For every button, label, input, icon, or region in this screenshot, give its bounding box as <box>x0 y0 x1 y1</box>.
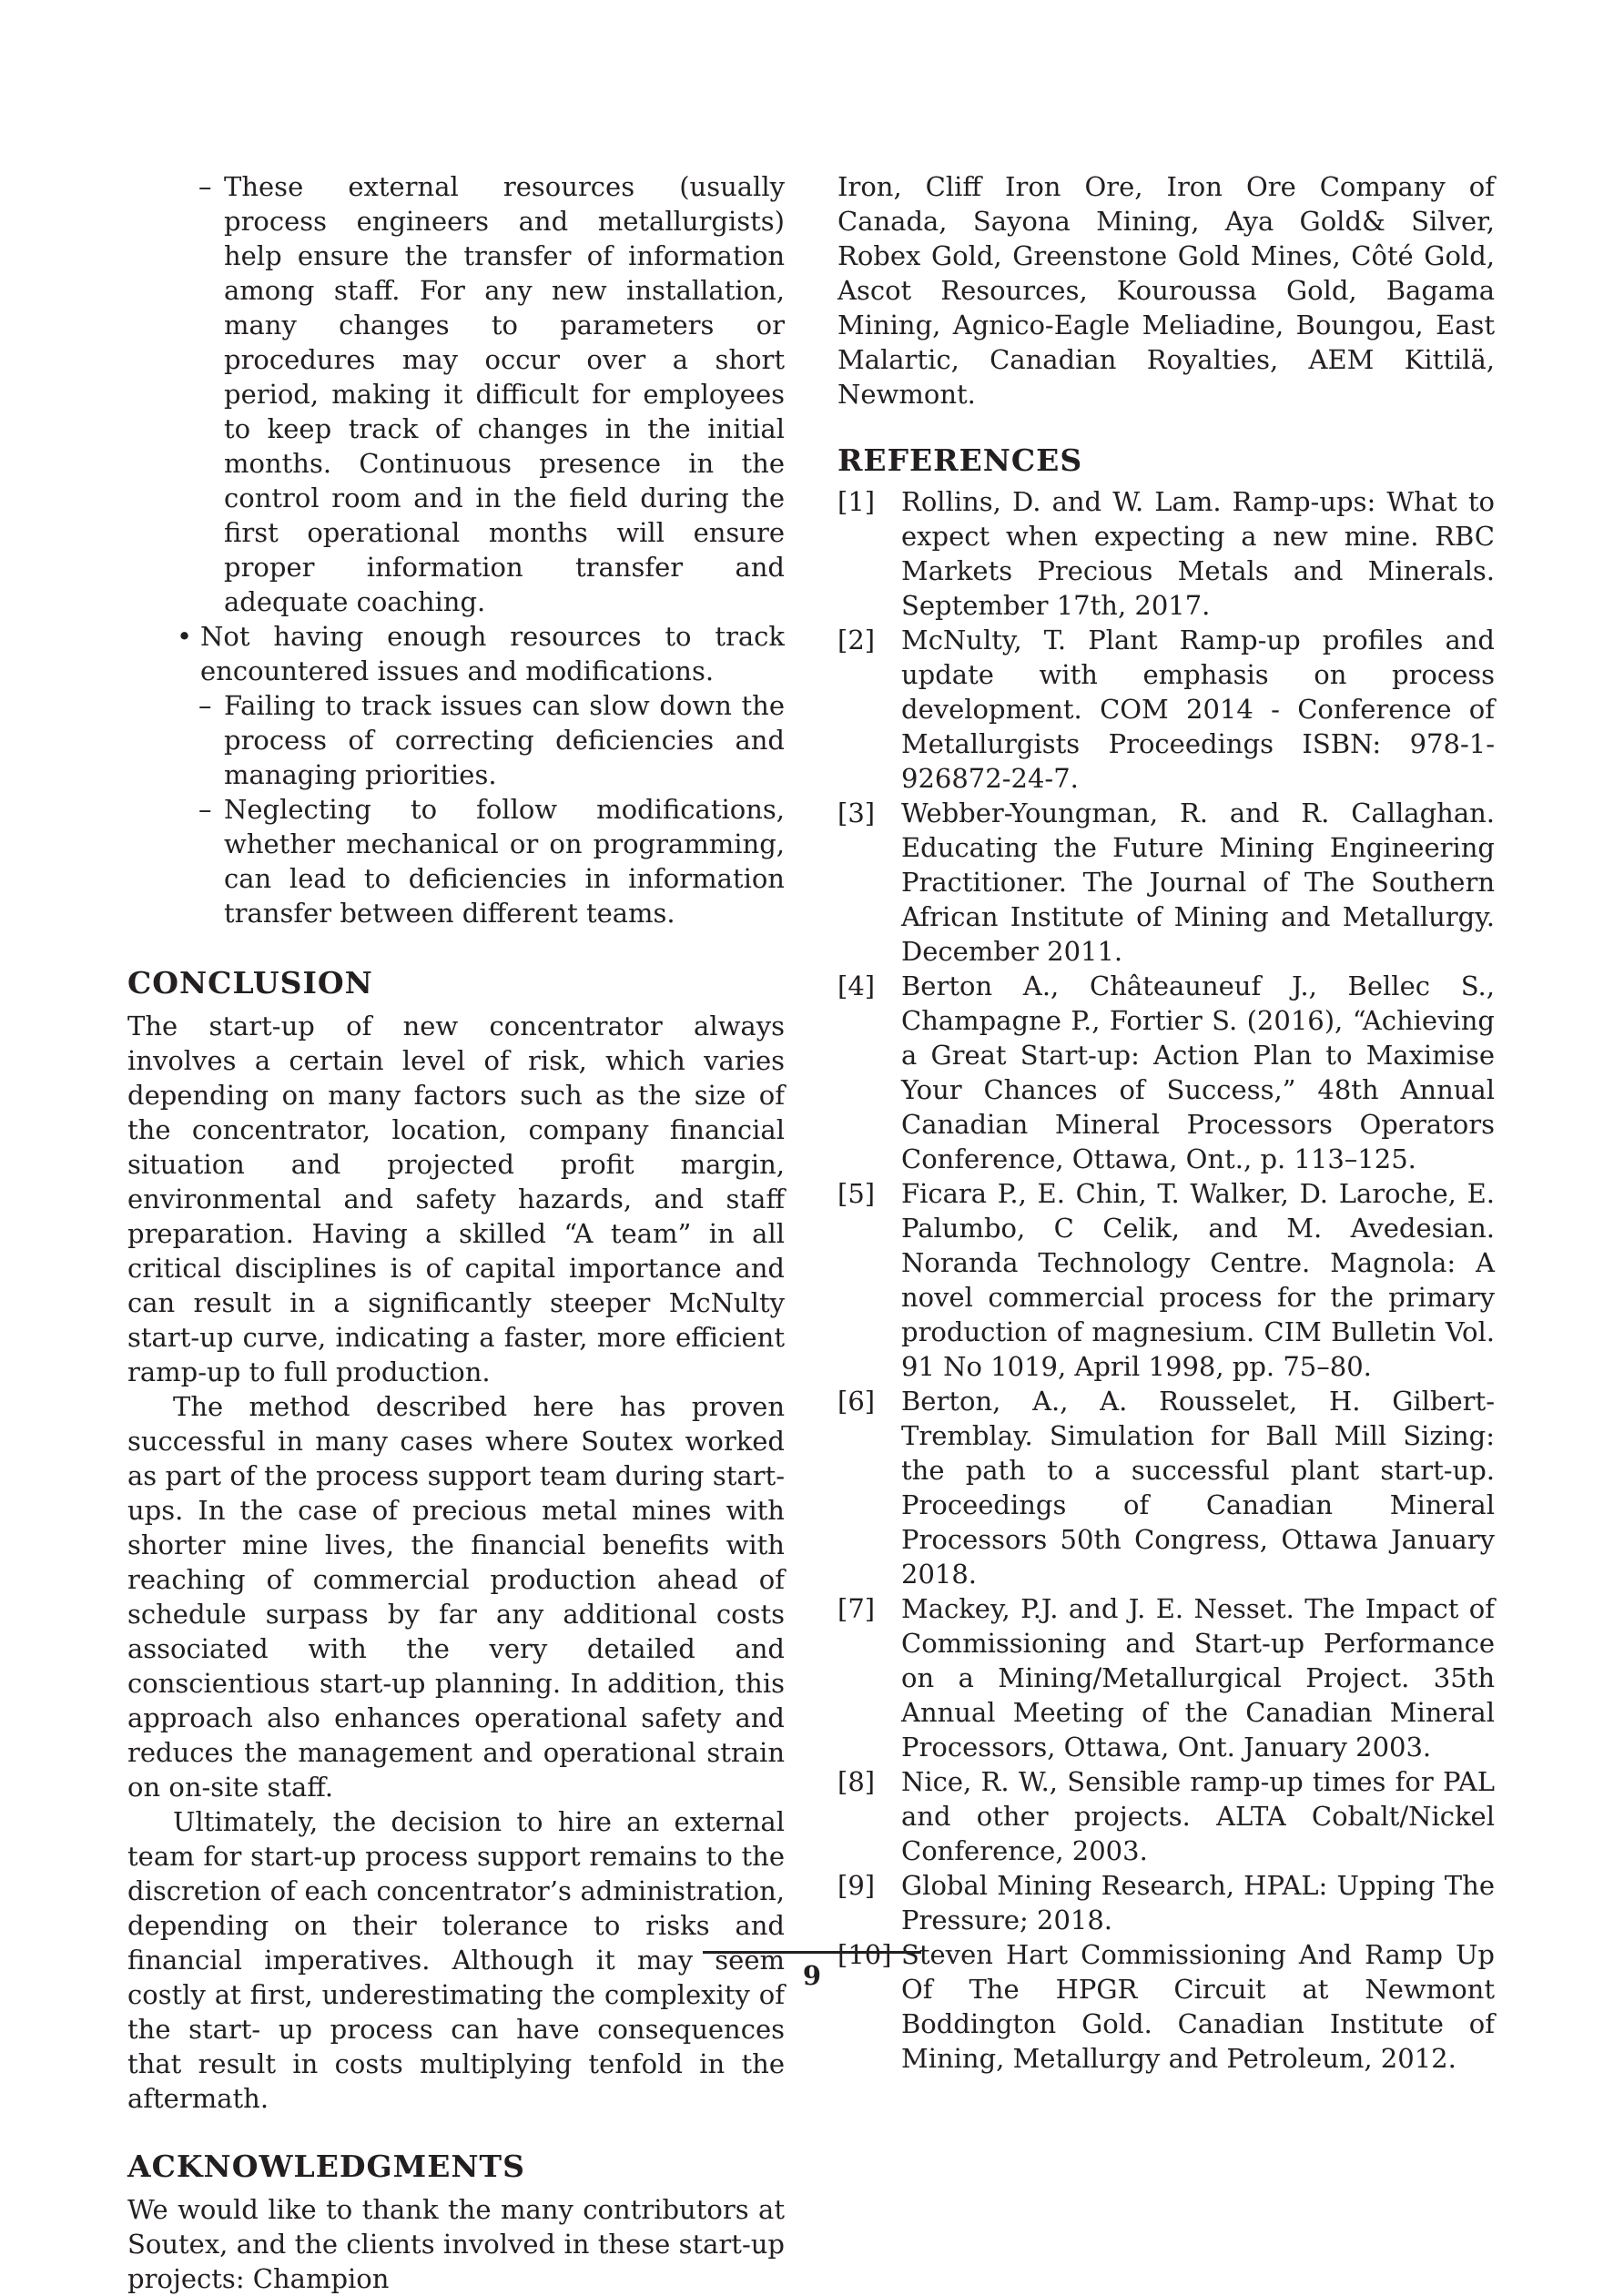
acknowledgments-continued: Iron, Cliff Iron Ore, Iron Ore Company of Canada, Sayona Mining, Aya Gold& Silver, Robex Gold, Greenstone Gold Mines, Côté Gold, Ascot Resources, Kouroussa Gold, Bagama Mining, Agnico-Eagle Meliadine, Boungou, East Malartic, Canadian Royalties, AEM Kittilä, Newmont. <box>837 171 1495 410</box>
reference-text: Webber-Youngman, R. and R. Callaghan. Educating the Future Mining Engineering Practitioner. The Journal of The Southern African Institute of Mining and Metallurgy. December 2011. <box>901 798 1495 967</box>
conclusion-paragraph-2: The method described here has proven successful in many cases where Soutex worked as part of the process support team during start-ups. In the case of precious metal mines with shorter mine lives, the financial benefits with reaching of commercial production ahead of schedule surpass by far any additional costs associated with the very detailed and conscientious start-up planning. In addition, this approach also enhances operational safety and reduces the management and operational strain on on-site staff. <box>127 1391 785 1803</box>
reference-number: [1] <box>837 486 876 517</box>
reference-text: Nice, R. W., Sensible ramp-up times for PAL and other projects. ALTA Cobalt/Nickel Conference, 2003. <box>901 1766 1495 1866</box>
reference-number: [2] <box>837 625 876 655</box>
reference-item <box>837 1937 1495 2076</box>
list-item-text: Not having enough resources to track encountered issues and modifications. <box>200 621 785 686</box>
conclusion-paragraph-1: The start-up of new concentrator always involves a certain level of risk, which varies depending on many factors such as the size of the concentrator, location, company financial situation and projected profit margin, environmental and safety hazards, and staff preparation. Having a skilled “A team” in all critical disciplines is of capital importance and can result in a significantly steeper McNulty start-up curve, indicating a faster, more efficient ramp-up to full production. <box>127 1011 785 1387</box>
reference-text: Global Mining Research, HPAL: Upping The Pressure; 2018. <box>901 1870 1495 1935</box>
right-column <box>837 169 1495 2076</box>
reference-item <box>837 969 1495 1176</box>
list-item-text: Failing to track issues can slow down the process of correcting deficiencies and managing priorities. <box>224 690 785 790</box>
footer-rule <box>703 1951 921 1954</box>
reference-number: [6] <box>837 1386 876 1417</box>
reference-item <box>837 1868 1495 1937</box>
reference-text: Berton, A., A. Rousselet, H. Gilbert-Tremblay. Simulation for Ball Mill Sizing: the path to a successful plant start-up. Proceedings of Canadian Mineral Processors 50th Congress, Ottawa January 2018. <box>901 1386 1495 1590</box>
reference-text: Ficara P., E. Chin, T. Walker, D. Laroche, E. Palumbo, C Celik, and M. Avedesian. Noranda Technology Centre. Magnola: A novel commercial process for the primary production of magnesium. CIM Bulletin Vol. 91 No 1019, April 1998, pp. 75–80. <box>901 1178 1495 1382</box>
acknowledgments-paragraph: We would like to thank the many contributors at Soutex, and the clients involved in these start-up projects: Champion <box>127 2194 785 2294</box>
reference-number: [3] <box>837 798 876 828</box>
conclusion-paragraph-3: Ultimately, the decision to hire an external team for start-up process support remains to the discretion of each concentrator’s administration, depending on their tolerance to risks and financial imperatives. Although it may seem costly at first, underestimating the complexity of the start- up process can have consequences that result in costs multiplying tenfold in the aftermath. <box>127 1806 785 2114</box>
list-item-text: These external resources (usually process engineers and metallurgists) help ensure the transfer of information among staff. For any new installation, many changes to parameters or procedures may occur over a short period, making it difficult for employees to keep track of changes in the initial months. Continuous presence in the control room and in the field during the first operational months will ensure proper information transfer and adequate coaching. <box>224 171 785 617</box>
dash-marker: – <box>198 690 212 721</box>
page-number: 9 <box>802 1960 822 1991</box>
reference-item <box>837 623 1495 796</box>
reference-text: McNulty, T. Plant Ramp-up profiles and update with emphasis on process development. COM 2014 - Conference of Metallurgists Proceedings ISBN: 978-1-926872-24-7. <box>901 625 1495 794</box>
reference-text: Rollins, D. and W. Lam. Ramp-ups: What to expect when expecting a new mine. RBC Markets Precious Metals and Minerals. September 17th, 2017. <box>901 486 1495 621</box>
reference-number: [7] <box>837 1593 876 1624</box>
left-column <box>127 169 785 2296</box>
list-item-bullet <box>177 619 785 688</box>
acknowledgments-heading: ACKNOWLEDGMENTS <box>127 2149 525 2184</box>
reference-text: Mackey, P.J. and J. E. Nesset. The Impact of Commissioning and Start-up Performance on a Mining/Metallurgical Project. 35th Annual Meeting of the Canadian Mineral Processors, Ottawa, Ont. January 2003. <box>901 1593 1495 1763</box>
reference-number: [10] <box>837 1939 892 1970</box>
bullet-marker: • <box>177 621 193 652</box>
reference-item <box>837 484 1495 623</box>
reference-number: [4] <box>837 970 876 1001</box>
list-item-dash <box>198 792 785 930</box>
references-heading: REFERENCES <box>837 442 1083 478</box>
conclusion-heading: CONCLUSION <box>127 965 373 1001</box>
dash-marker: – <box>198 171 212 202</box>
reference-item <box>837 1764 1495 1868</box>
reference-item <box>837 1176 1495 1384</box>
list-item-dash <box>198 688 785 792</box>
reference-text: Steven Hart Commissioning And Ramp Up Of The HPGR Circuit at Newmont Boddington Gold. Canadian Institute of Mining, Metallurgy and Petroleum, 2012. <box>901 1939 1495 2074</box>
reference-item <box>837 796 1495 969</box>
reference-text: Berton A., Châteauneuf J., Bellec S., Champagne P., Fortier S. (2016), “Achieving a Great Start-up: Action Plan to Maximise Your Chances of Success,” 48th Annual Canadian Mineral Processors Operators Conference, Ottawa, Ont., p. 113–125. <box>901 970 1495 1174</box>
reference-item <box>837 1591 1495 1764</box>
reference-number: [5] <box>837 1178 876 1209</box>
list-item-text: Neglecting to follow modifications, whether mechanical or on programming, can lead to deficiencies in information transfer between different teams. <box>224 794 785 929</box>
list-item-dash <box>198 169 785 619</box>
reference-number: [8] <box>837 1766 876 1797</box>
dash-marker: – <box>198 794 212 825</box>
reference-number: [9] <box>837 1870 876 1901</box>
reference-item <box>837 1384 1495 1591</box>
